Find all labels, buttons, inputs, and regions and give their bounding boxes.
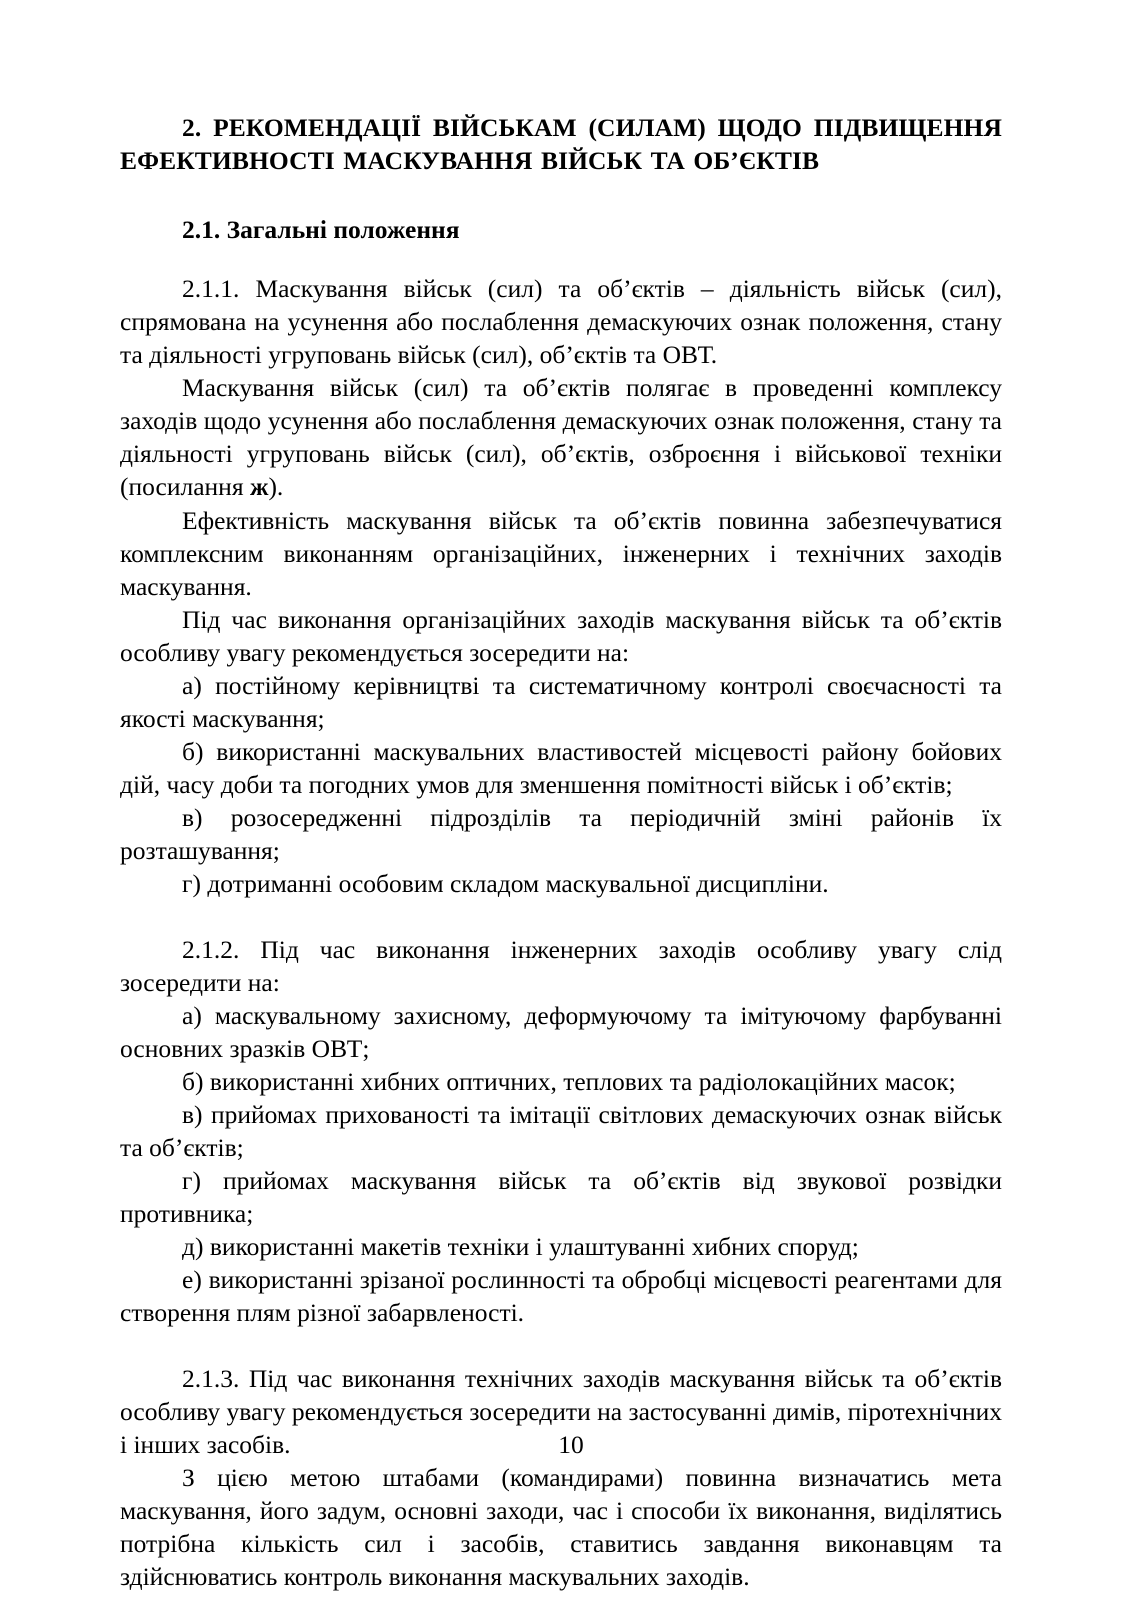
list-item-engineering-d: д) використанні макетів техніки і улаштуванні хибних споруд;: [182, 1231, 859, 1261]
page-number: 10: [558, 1430, 584, 1459]
list-item-engineering-a: а) маскувальному захисному, деформуючому та імітуючому фарбуванні основних зразків ОВТ;: [120, 1000, 1002, 1063]
list-item-organizational-b: б) використанні маскувальних властивостей місцевості району бойових дій, часу доби та погодних умов для зменшення помітності військ і об’єктів;: [120, 736, 1002, 799]
list-item-engineering-e: е) використанні зрізаної рослинності та обробці місцевості реагентами для створення плям різної забарвленості.: [120, 1264, 1002, 1327]
paragraph-2-1-1: 2.1.1. Маскування військ (сил) та об’єктів – діяльність військ (сил), спрямована на усунення або послаблення демаскуючих ознак положення, стану та діяльності угруповань військ (сил), об’єктів та ОВТ.: [120, 274, 1002, 370]
paragraph-masking-definition: [120, 371, 1002, 503]
section-heading-2-1: 2.1. Загальні положення: [182, 215, 460, 245]
paragraph-2-1-3: 2.1.3. Під час виконання технічних заходів маскування військ та об’єктів особливу увагу рекомендується зосередити на застосуванні димів, піротехнічних і інших засобів.: [120, 1363, 1002, 1459]
paragraph-staff-purpose: З цією метою штабами (командирами) повинна визначатись мета маскування, його задум, основні заходи, час і способи їх виконання, виділятись потрібна кількість сил і засобів, ставитись завдання виконавцям та здійснюватись контроль виконання маскувальних заходів.: [120, 1462, 1002, 1591]
list-item-organizational-a: а) постійному керівництві та систематичному контролі своєчасності та якості маскування;: [120, 670, 1002, 733]
paragraph-2-1-2: 2.1.2. Під час виконання інженерних заходів особливу увагу слід зосередити на:: [120, 934, 1002, 997]
list-item-engineering-v: в) прийомах прихованості та імітації світлових демаскуючих ознак військ та об’єктів;: [120, 1099, 1002, 1162]
paragraph-effectiveness: Ефективність маскування військ та об’єктів повинна забезпечуватися комплексним виконанням організаційних, інженерних і технічних заходів маскування.: [120, 505, 1002, 601]
list-item-engineering-g: г) прийомах маскування військ та об’єктів від звукової розвідки противника;: [120, 1165, 1002, 1228]
reference-marker-emphasis: ж: [249, 472, 269, 502]
list-item-organizational-g: г) дотриманні особовим складом маскувальної дисципліни.: [182, 868, 829, 898]
paragraph-spacer: [120, 900, 1002, 933]
paragraph-text-after-emphasis: ).: [268, 472, 284, 502]
list-item-engineering-b: б) використанні хибних оптичних, теплових та радіолокаційних масок;: [182, 1066, 956, 1096]
paragraph-organizational-intro: Під час виконання організаційних заходів маскування військ та об’єктів особливу увагу рекомендується зосередити на:: [120, 604, 1002, 667]
body-text: [120, 272, 1002, 1593]
page-title: 2. РЕКОМЕНДАЦІЇ ВІЙСЬКАМ (СИЛАМ) ЩОДО ПІДВИЩЕННЯ ЕФЕКТИВНОСТІ МАСКУВАННЯ ВІЙСЬК ТА ОБ’ЄКТІВ: [120, 113, 1002, 175]
list-item-organizational-v: в) розосередженні підрозділів та періодичній зміні районів їх розташування;: [120, 802, 1002, 865]
paragraph-spacer-2: [120, 1329, 1002, 1362]
paragraph-text-before-emphasis: Маскування військ (сил) та об’єктів полягає в проведенні комплексу заходів щодо усунення або послаблення демаскуючих ознак положення, стану та діяльності угруповань військ (сил), об’єктів, озброєння і військової техніки (посилання: [120, 373, 1002, 502]
